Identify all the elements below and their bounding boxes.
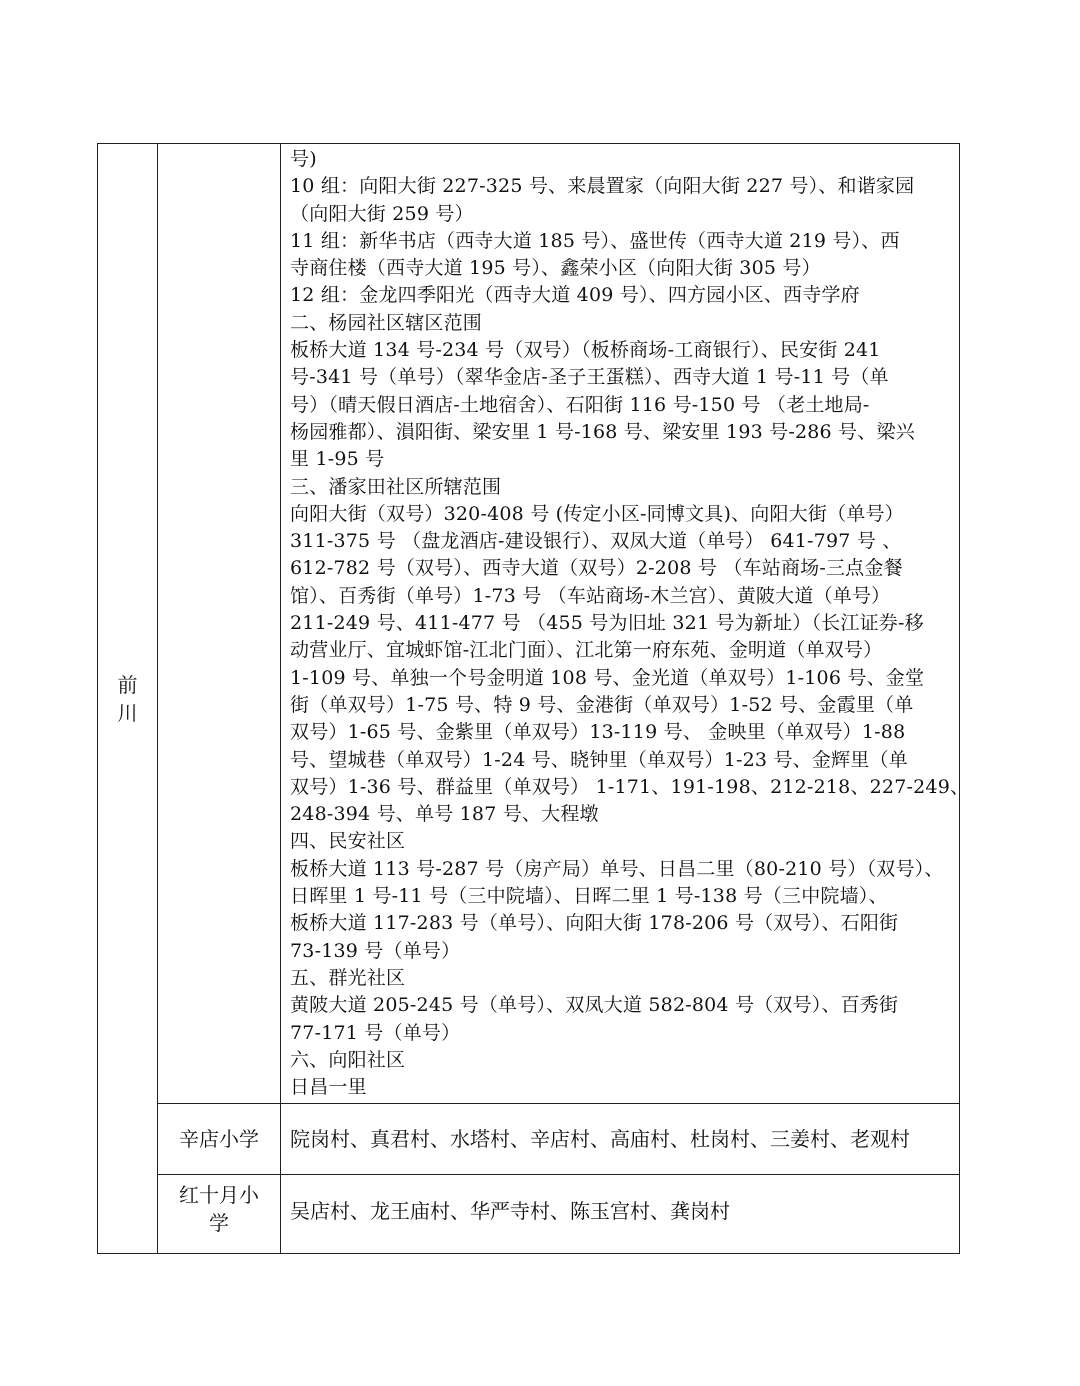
content-line: 日晖里 1 号-11 号（三中院墙）、日晖二里 1 号-138 号（三中院墙）、: [290, 885, 888, 908]
content-line: 77-171 号（单号）: [290, 1021, 461, 1044]
villages-cell: [281, 1175, 960, 1254]
content-line: 黄陂大道 205-245 号（单号）、双凤大道 582-804 号（双号）、百秀街: [290, 994, 899, 1017]
content-line: 号、望城巷（单双号）1-24 号、晓钟里（单双号）1-23 号、金辉里（单: [290, 748, 908, 771]
content-line: 12 组：金龙四季阳光（西寺大道 409 号）、四方园小区、西寺学府: [290, 284, 860, 307]
content-line: 六、向阳社区: [290, 1048, 406, 1071]
school-cell-empty: [158, 144, 281, 1104]
content-line: 馆）、百秀街（单号）1-73 号 （车站商场-木兰宫）、黄陂大道（单号）: [290, 584, 891, 607]
content-line: 双号）1-36 号、群益里（单双号） 1-171、191-198、212-218、227-249、: [290, 775, 970, 798]
content-line: 73-139 号（单号）: [290, 939, 461, 962]
content-line: 248-394 号、单号 187 号、大程墩: [290, 803, 599, 826]
school-cell: [158, 1175, 281, 1254]
content-line: 街（单双号）1-75 号、特 9 号、金港街（单双号）1-52 号、金霞里（单: [290, 693, 914, 716]
content-line: 三、潘家田社区所辖范围: [290, 475, 502, 498]
content-line: 612-782 号（双号）、西寺大道（双号）2-208 号 （车站商场-三点金餐: [290, 557, 903, 580]
content-line: 向阳大街（双号）320-408 号 (传定小区-同博文具)、向阳大街（单号）: [290, 502, 904, 525]
zone-content: [290, 146, 970, 1101]
table-row: [98, 1104, 960, 1175]
town-cell: [98, 144, 158, 1254]
town-name: 前川: [117, 672, 138, 725]
content-line: 里 1-95 号: [290, 448, 385, 471]
content-line: 双号）1-65 号、金紫里（单双号）13-119 号、 金映里（单双号）1-88: [290, 721, 906, 744]
villages-list: 院岗村、真君村、水塔村、辛店村、高庙村、杜岗村、三姜村、老观村: [290, 1127, 910, 1152]
content-line: 四、民安社区: [290, 830, 406, 853]
content-line: 动营业厅、宜城虾馆-江北门面）、江北第一府东苑、金明道（单双号）: [290, 639, 883, 662]
content-line: 号-341 号（单号）（翠华金店-圣子王蛋糕）、西寺大道 1 号-11 号（单: [290, 366, 889, 389]
content-line: 杨园雅都）、溳阳街、梁安里 1 号-168 号、梁安里 193 号-286 号、梁兴: [290, 420, 915, 443]
zone-content-cell: [281, 144, 970, 1104]
table-row: [98, 1175, 960, 1254]
content-line: 日昌一里: [290, 1076, 367, 1099]
content-line: 板桥大道 113 号-287 号（房产局）单号、日昌二里（80-210 号）（双号）、: [290, 857, 944, 880]
school-zone-table: [97, 143, 970, 1254]
content-line: 二、杨园社区辖区范围: [290, 311, 483, 334]
content-line: 号): [290, 148, 317, 170]
content-line: 11 组：新华书店（西寺大道 185 号）、盛世传（西寺大道 219 号）、西: [290, 229, 900, 252]
villages-cell: [281, 1104, 960, 1175]
content-line: 1-109 号、单独一个号金明道 108 号、金光道（单双号）1-106 号、金堂: [290, 666, 925, 689]
content-line: 板桥大道 134 号-234 号（双号）（板桥商场-工商银行）、民安街 241: [290, 339, 881, 362]
school-name: 红十月小学: [179, 1183, 259, 1236]
content-line: 311-375 号 （盘龙酒店-建设银行）、双凤大道（单号） 641-797 号 、: [290, 530, 902, 553]
content-line: 五、群光社区: [290, 966, 406, 989]
school-name: 辛店小学: [179, 1127, 259, 1152]
content-line: 板桥大道 117-283 号（单号）、向阳大街 178-206 号（双号）、石阳街: [290, 912, 899, 935]
content-line: 号）（晴天假日酒店-土地宿舍）、石阳街 116 号-150 号 （老土地局-: [290, 393, 870, 416]
content-line: 10 组：向阳大街 227-325 号、来晨置家（向阳大街 227 号）、和谐家园: [290, 175, 915, 198]
content-line: （向阳大街 259 号）: [290, 202, 474, 225]
villages-list: 吴店村、龙王庙村、华严寺村、陈玉宫村、龚岗村: [290, 1199, 730, 1224]
table-row: [98, 144, 960, 1104]
content-line: 211-249 号、411-477 号 （455 号为旧址 321 号为新址）（长江证券-移: [290, 612, 924, 635]
content-line: 寺商住楼（西寺大道 195 号）、鑫荣小区（向阳大街 305 号）: [290, 257, 821, 280]
school-cell: [158, 1104, 281, 1175]
